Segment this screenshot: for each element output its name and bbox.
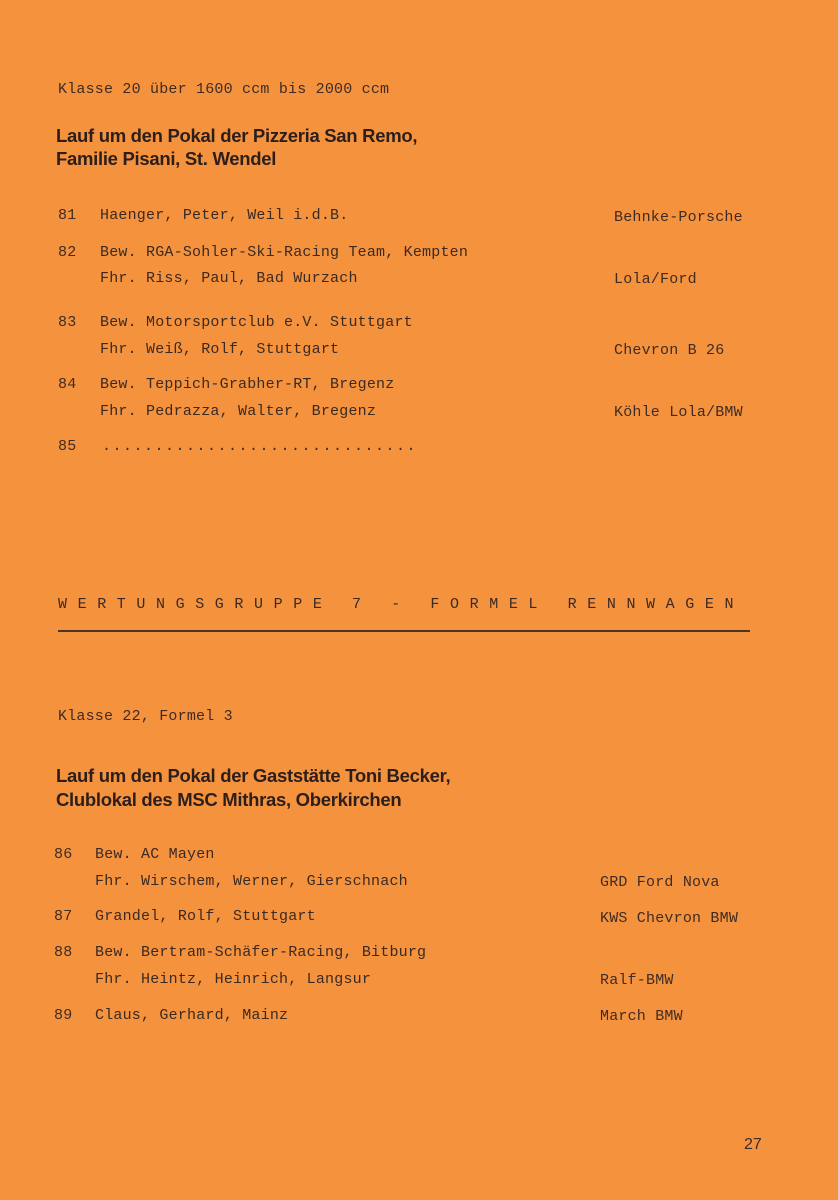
entry-number: 81 <box>58 207 77 224</box>
entry-car: GRD Ford Nova <box>600 874 720 891</box>
trophy-heading-line2: Familie Pisani, St. Wendel <box>56 148 277 169</box>
entry-entrant: Bew. Motorsportclub e.V. Stuttgart <box>100 314 413 331</box>
entry-car: Chevron B 26 <box>614 342 725 359</box>
entry-entrant: Bew. AC Mayen <box>95 846 215 863</box>
trophy-heading-line2: Clublokal des MSC Mithras, Oberkirchen <box>56 789 402 810</box>
trophy-heading-line1: Lauf um den Pokal der Pizzeria San Remo, <box>56 125 418 146</box>
class-20-label: Klasse 20 über 1600 ccm bis 2000 ccm <box>58 81 390 98</box>
entry-number: 89 <box>54 1007 73 1024</box>
entry-number: 84 <box>58 376 77 393</box>
entry-driver: Fhr. Wirschem, Werner, Gierschnach <box>95 873 408 890</box>
entry-number: 82 <box>58 244 77 261</box>
entry-number: 88 <box>54 944 73 961</box>
group-divider <box>58 630 750 632</box>
entry-car: Ralf-BMW <box>600 972 674 989</box>
entry-car: KWS Chevron BMW <box>600 910 739 927</box>
entry-number: 85 <box>58 438 77 455</box>
class-22-label: Klasse 22, Formel 3 <box>58 708 233 725</box>
entry-driver: Claus, Gerhard, Mainz <box>95 1007 289 1024</box>
entry-driver: Haenger, Peter, Weil i.d.B. <box>100 207 349 224</box>
entry-driver: Grandel, Rolf, Stuttgart <box>95 908 316 925</box>
entry-entrant: Bew. Bertram-Schäfer-Racing, Bitburg <box>95 944 427 961</box>
page-number: 27 <box>744 1136 762 1153</box>
entry-placeholder-dots: .............................. <box>102 438 418 455</box>
entry-car: March BMW <box>600 1008 683 1025</box>
entry-number: 86 <box>54 846 73 863</box>
entry-driver: Fhr. Riss, Paul, Bad Wurzach <box>100 270 358 287</box>
group-title: WERTUNGSGRUPPE 7 - FORMEL RENNWAGEN <box>58 596 745 613</box>
entry-car: Behnke-Porsche <box>614 209 743 226</box>
entry-entrant: Bew. Teppich-Grabher-RT, Bregenz <box>100 376 395 393</box>
entry-number: 87 <box>54 908 73 925</box>
entry-driver: Fhr. Weiß, Rolf, Stuttgart <box>100 341 340 358</box>
entry-number: 83 <box>58 314 77 331</box>
entry-driver: Fhr. Heintz, Heinrich, Langsur <box>95 971 372 988</box>
entry-entrant: Bew. RGA-Sohler-Ski-Racing Team, Kempten <box>100 244 469 261</box>
entry-car: Köhle Lola/BMW <box>614 404 743 421</box>
trophy-heading-line1: Lauf um den Pokal der Gaststätte Toni Becker, <box>56 765 451 786</box>
entry-driver: Fhr. Pedrazza, Walter, Bregenz <box>100 403 377 420</box>
entry-car: Lola/Ford <box>614 271 697 288</box>
